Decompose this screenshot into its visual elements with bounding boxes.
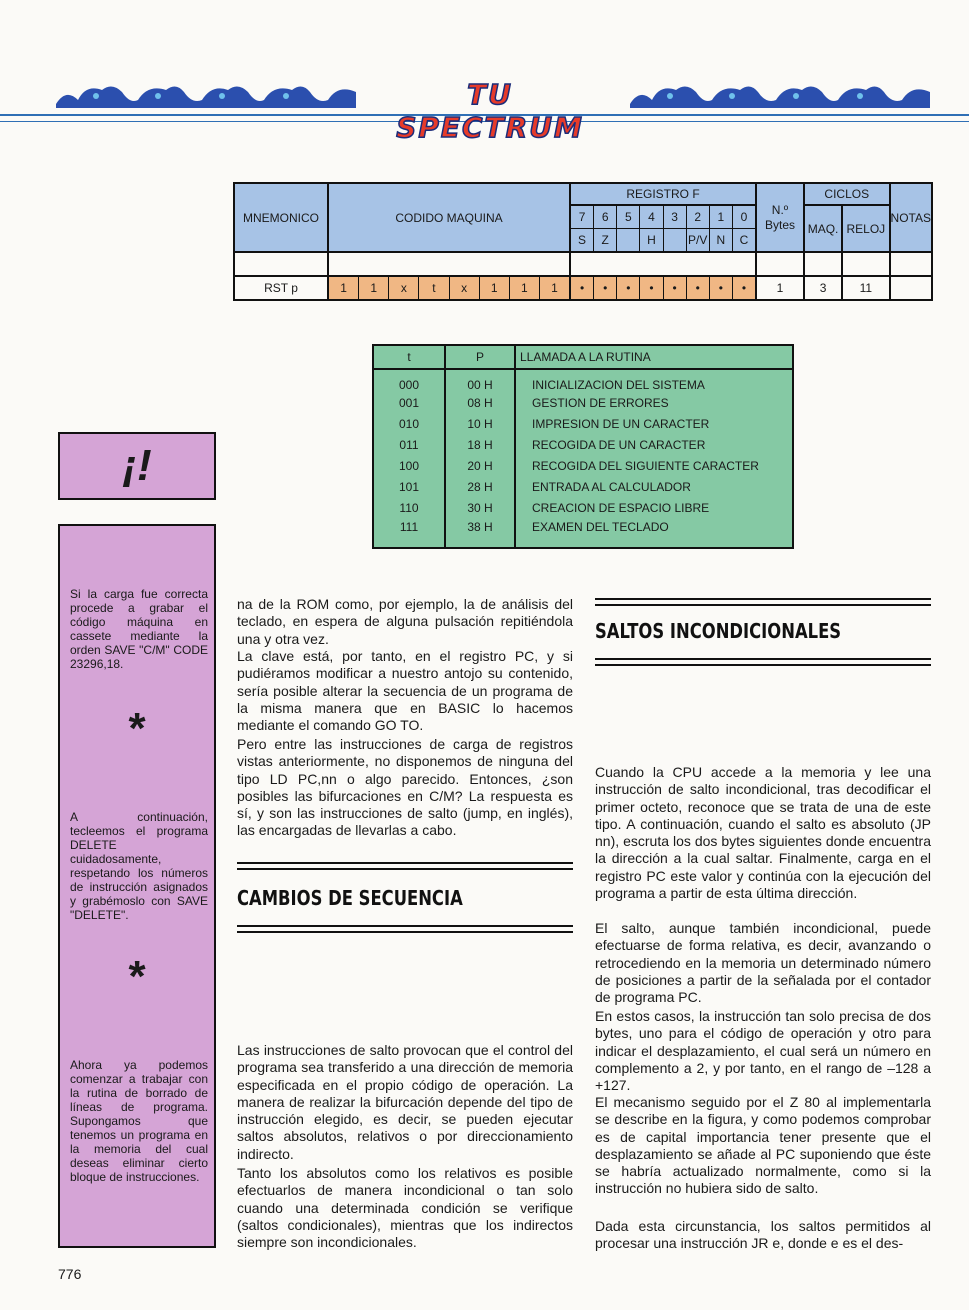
- row-flag-bits: [570, 276, 756, 300]
- rst-routines-table: [372, 344, 794, 549]
- table-row: [373, 413, 793, 434]
- row-maq: 3: [804, 276, 842, 300]
- cell-t: 101: [373, 476, 445, 497]
- bit-number: 2: [686, 206, 709, 228]
- header-code: CODIDO MAQUINA: [328, 183, 570, 252]
- cell-t: 000: [373, 369, 445, 392]
- register-bits-cell: [570, 205, 756, 252]
- cell-p: 30 H: [445, 497, 515, 518]
- header-cycles: CICLOS: [804, 183, 890, 205]
- bit-number: 5: [616, 206, 639, 228]
- code-bit: 1: [479, 277, 509, 299]
- sidebar-star-1: *: [128, 704, 146, 753]
- cell-p: 38 H: [445, 518, 515, 548]
- flag-name-row: [571, 229, 755, 251]
- col-header-p: P: [445, 345, 515, 369]
- flag-name: C: [732, 229, 755, 251]
- col2-section-heading: SALTOS INCONDICIONALES: [595, 619, 842, 643]
- cell-call: EXAMEN DEL TECLADO: [515, 518, 793, 548]
- col2-para-2: El salto, aunque también incondicional, puede efectuarse de forma relativa, es decir, avanzando o retrocediendo en la memoria un determinado número de posiciones a partir de la señalada por el contador de programa PC.: [595, 920, 931, 1006]
- cell-t: 100: [373, 455, 445, 476]
- bit-number-row: [571, 206, 755, 229]
- table-row: [373, 518, 793, 548]
- cell-call: IMPRESION DE UN CARACTER: [515, 413, 793, 434]
- flag-bit: •: [663, 277, 686, 299]
- sidebar-star-2: *: [128, 952, 146, 1001]
- flag-name: H: [639, 229, 662, 251]
- sidebar-para-2: A continuación, tecleemos el programa DELETE cuidadosamente, respetando los números de instrucción asignados y grabémoslo con SAVE "DELETE".: [70, 810, 208, 922]
- col1-heading-rule-top: [237, 862, 573, 870]
- cell-t: 110: [373, 497, 445, 518]
- sidebar-heading: ¡!: [58, 432, 216, 500]
- cell-p: 20 H: [445, 455, 515, 476]
- col1-para-1: na de la ROM como, por ejemplo, la de análisis del teclado, en espera de alguna pulsación repitiéndola una y otra vez.: [237, 596, 573, 647]
- cell-call: RECOGIDA DEL SIGUIENTE CARACTER: [515, 455, 793, 476]
- col2-para-5: Dada esta circunstancia, los saltos permitidos al procesar una instrucción JR e, donde e es el des-: [595, 1218, 931, 1252]
- flag-bit: •: [732, 277, 755, 299]
- bit-number: 7: [578, 210, 586, 224]
- table-row: [373, 392, 793, 413]
- col1-heading-rule-bottom: [237, 925, 573, 933]
- cell-t: 010: [373, 413, 445, 434]
- cell-p: 08 H: [445, 392, 515, 413]
- cell-call: INICIALIZACION DEL SISTEMA: [515, 369, 793, 392]
- cell-p: 28 H: [445, 476, 515, 497]
- flag-name: N: [709, 229, 732, 251]
- flag-name: S: [578, 233, 587, 247]
- col1-para-4: Las instrucciones de salto provocan que el control del programa sea transferido a una dirección de memoria especificada en el propio código de operación. La manera de realizar la bifurcación depende del tipo de instrucción elegido, es decir, se pueden ejecutar saltos absolutos, relativos o por direccionamiento indirecto.: [237, 1042, 573, 1162]
- flag-name: [663, 229, 686, 251]
- row-bytes: 1: [756, 276, 804, 300]
- header-maq: MAQ.: [804, 205, 842, 252]
- row-code-bits: [328, 276, 570, 300]
- code-bit: x: [449, 277, 479, 299]
- flag-name: Z: [593, 229, 616, 251]
- code-bit: 1: [509, 277, 539, 299]
- cell-t: 011: [373, 434, 445, 455]
- col-header-call: LLAMADA A LA RUTINA: [515, 345, 793, 369]
- header-reloj: RELOJ: [842, 205, 889, 252]
- table-row: [373, 455, 793, 476]
- bit-number: 1: [709, 206, 732, 228]
- col2-para-1: Cuando la CPU accede a la memoria y lee una instrucción de salto incondicional, tras decodificar el primer octeto, reconoce que se trata de una de este tipo. A continuación, cuando el salto es absoluto (JP nn), escruta los dos bytes siguientes donde encuentra la dirección a la cual saltar. Finalmente, carga en el registro PC este valor y continúa con la ejecución del programa a partir de esta última dirección.: [595, 764, 931, 902]
- col2-heading-rule-top: [595, 598, 931, 606]
- table-row: [373, 476, 793, 497]
- col2-para-4: El mecanismo seguido por el Z 80 al implementarla se describe en la figura, y como podemos comprobar es de capital importancia tener presente que el desplazamiento se añade al PC suponiendo que éste se habría actualizado normalmente, como si la instrucción no hubiera sido de salto.: [595, 1094, 931, 1197]
- cell-t: 111: [373, 518, 445, 548]
- row-mnemonic: RST p: [234, 276, 328, 300]
- col2-heading-rule-bottom: [595, 658, 931, 666]
- flag-bit: •: [616, 277, 639, 299]
- opcode-table: [233, 182, 933, 301]
- header-title: TU SPECTRUM: [396, 78, 584, 144]
- table-row: [373, 497, 793, 518]
- cell-call: GESTION DE ERRORES: [515, 392, 793, 413]
- code-bit: x: [388, 277, 418, 299]
- table-row: [373, 369, 793, 392]
- bit-number: 4: [639, 206, 662, 228]
- code-bit: 1: [539, 277, 569, 299]
- cell-call: ENTRADA AL CALCULADOR: [515, 476, 793, 497]
- right-wave-decoration: [630, 80, 930, 108]
- header-mnemonic: MNEMONICO: [234, 183, 328, 252]
- flag-bit: •: [593, 277, 616, 299]
- page-number: 776: [58, 1266, 82, 1282]
- cell-call: RECOGIDA DE UN CARACTER: [515, 434, 793, 455]
- row-reloj: 11: [842, 276, 889, 300]
- header-notes: NOTAS: [890, 183, 932, 252]
- cell-p: 18 H: [445, 434, 515, 455]
- bit-number: 6: [593, 206, 616, 228]
- row-notes: [890, 276, 932, 300]
- sidebar-box: [58, 524, 216, 1248]
- code-bit: 1: [329, 277, 358, 299]
- flag-bit: •: [571, 277, 593, 299]
- cell-t: 001: [373, 392, 445, 413]
- bit-number: 3: [663, 206, 686, 228]
- flag-bit: •: [709, 277, 732, 299]
- header-register-f: REGISTRO F: [570, 183, 756, 205]
- bit-number: 0: [732, 206, 755, 228]
- code-bit: t: [418, 277, 448, 299]
- col1-para-2: La clave está, por tanto, en el registro PC, y si pudiéramos modificar a nuestro antojo su contenido, sería posible alterar la secuencia de un programa de la misma manera que en BASIC lo hacemos mediante el comando GO TO.: [237, 648, 573, 734]
- col1-section-heading: CAMBIOS DE SECUENCIA: [237, 886, 463, 910]
- code-bit: 1: [358, 277, 388, 299]
- left-wave-decoration: [56, 80, 356, 108]
- cell-call: CREACION DE ESPACIO LIBRE: [515, 497, 793, 518]
- col1-para-3: Pero entre las instrucciones de carga de registros vistas anteriormente, no disponemos de ninguna del tipo LD PC,nn o algo parecido. Entonces, ¿son posibles las bifurcaciones en C/M? La respuesta es sí, y son las instrucciones de salto (jump, en inglés), las encargadas de llevarlas a cabo.: [237, 736, 573, 839]
- cell-p: 00 H: [445, 369, 515, 392]
- flag-bit: •: [686, 277, 709, 299]
- cell-p: 10 H: [445, 413, 515, 434]
- sidebar-para-1: Si la carga fue correcta procede a grabar el código máquina en cassete mediante la orden SAVE "C/M" CODE 23296,18.: [70, 587, 208, 671]
- flag-name: [616, 229, 639, 251]
- col1-para-5: Tanto los absolutos como los relativos es posible efectuarlos de manera incondicional o tan solo cuando una determinada condición se verifique (saltos condicionales), mientras que los indirectos siempre son incondicionales.: [237, 1165, 573, 1251]
- flag-bit: •: [639, 277, 662, 299]
- col2-para-3: En estos casos, la instrucción tan solo precisa de dos bytes, uno para el código de operación y otro para indicar el desplazamiento, el cual será un número en complemento a 2, y por tanto, en el rango de –128 a +127.: [595, 1008, 931, 1094]
- col-header-t: t: [373, 345, 445, 369]
- sidebar-para-3: Ahora ya podemos comenzar a trabajar con la rutina de borrado de líneas de programa. Supongamos que tenemos un programa en la memoria del cual deseas eliminar cierto bloque de instrucciones.: [70, 1058, 208, 1184]
- table-row: [373, 434, 793, 455]
- header-bytes: N.º Bytes: [756, 183, 804, 252]
- flag-name: P/V: [686, 229, 709, 251]
